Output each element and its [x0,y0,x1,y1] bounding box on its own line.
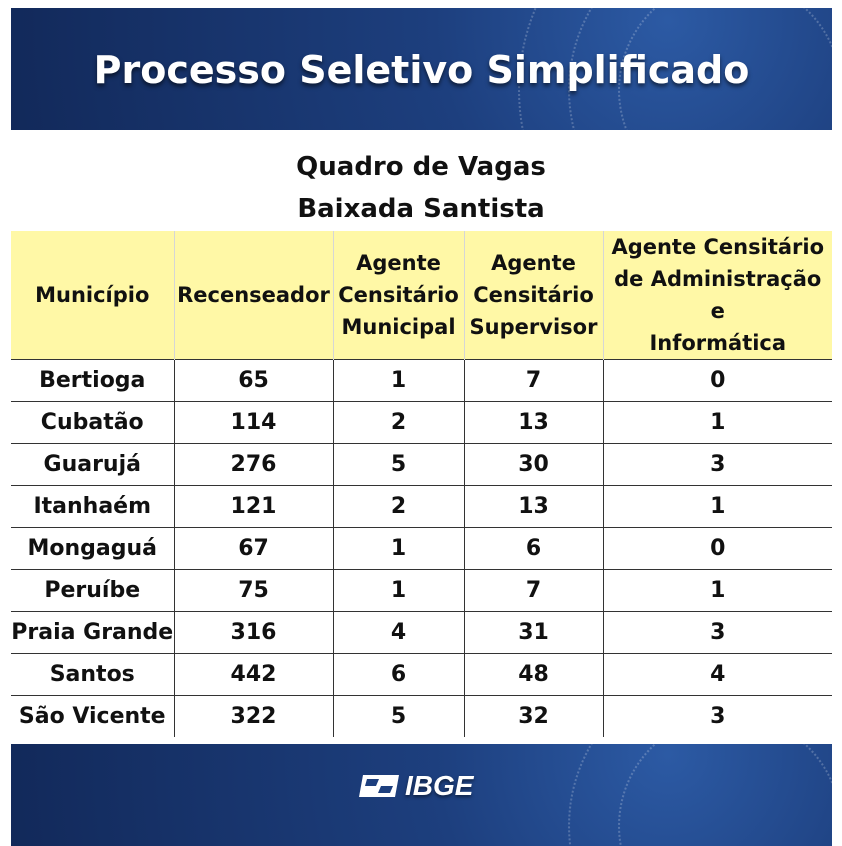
column-header-line: Recenseador [177,283,330,307]
table-row [11,654,832,696]
subtitle-line-1: Quadro de Vagas [296,152,546,182]
vacancy-count-cell: 3 [603,696,832,738]
header-banner [11,8,832,130]
vacancy-count-cell: 322 [174,696,333,738]
vacancy-count-cell: 3 [603,444,832,486]
column-header-line: Censitário [473,283,594,307]
ibge-logo [357,770,473,802]
vacancy-count-cell: 442 [174,654,333,696]
column-header-line: Censitário [338,283,459,307]
vacancy-count-cell: 276 [174,444,333,486]
vacancy-count-cell: 67 [174,528,333,570]
column-header-line: de Administração e [614,267,822,323]
table-body [11,360,832,738]
vacancy-count-cell: 6 [464,528,603,570]
vacancy-count-cell: 114 [174,402,333,444]
table-row [11,444,832,486]
municipality-cell: São Vicente [18,704,166,729]
table-header [11,231,832,360]
vacancy-count-cell: 0 [603,360,832,402]
vacancy-count-cell: 65 [174,360,333,402]
vacancy-count-cell: 2 [333,486,464,528]
table-row [11,570,832,612]
vacancy-count-cell: 7 [464,570,603,612]
column-header-line: Agente [491,251,576,275]
vacancy-count-cell: 5 [333,696,464,738]
vacancy-count-cell: 2 [333,402,464,444]
column-header-line: Agente Censitário [611,235,825,259]
municipality-cell: Mongaguá [11,528,174,570]
vacancy-count-cell: 4 [333,612,464,654]
ibge-logo-icon [357,773,401,799]
column-header-line: Informática [649,331,787,355]
vacancy-count-cell: 1 [333,570,464,612]
vacancy-count-cell: 5 [333,444,464,486]
vacancy-count-cell: 1 [603,402,832,444]
column-header-line: Municipal [341,315,456,339]
ibge-logo-text: IBGE [405,770,474,801]
footer-banner [11,744,832,846]
vacancy-count-cell: 48 [464,654,603,696]
vacancy-count-cell: 31 [464,612,603,654]
column-header-3 [464,231,603,360]
municipality-cell: Santos [11,654,174,696]
column-header-line: Município [35,283,150,307]
municipality-cell: Itanhaém [11,486,174,528]
header-row [11,231,832,360]
column-header-line: Agente [356,251,441,275]
column-header-4 [603,231,832,360]
table-row [11,528,832,570]
vacancy-count-cell: 30 [464,444,603,486]
vacancy-count-cell: 4 [603,654,832,696]
vacancy-count-cell: 13 [464,486,603,528]
vacancy-count-cell: 1 [333,360,464,402]
column-header-line: Supervisor [469,315,598,339]
decorative-circles [618,744,832,846]
vacancy-count-cell: 1 [603,570,832,612]
vacancy-count-cell: 316 [174,612,333,654]
table-row [11,486,832,528]
table-row [11,402,832,444]
vacancy-count-cell: 7 [464,360,603,402]
column-header-1 [174,231,333,360]
municipality-cell: Peruíbe [11,570,174,612]
subtitle-line-2: Baixada Santista [297,194,545,224]
column-header-2 [333,231,464,360]
municipality-cell: Cubatão [11,402,174,444]
municipality-cell: Guarujá [11,444,174,486]
page-title: Processo Seletivo Simplificado [93,48,750,92]
column-header-0 [11,231,174,360]
municipality-cell: Bertioga [11,360,174,402]
vacancy-count-cell: 3 [603,612,832,654]
table-row [11,612,832,654]
municipality-cell: Praia Grande [11,612,174,654]
table-row [11,360,832,402]
vacancy-count-cell: 121 [174,486,333,528]
table-row [11,696,832,738]
vacancy-count-cell: 0 [603,528,832,570]
vacancy-count-cell: 75 [174,570,333,612]
vacancy-count-cell: 6 [333,654,464,696]
vacancy-count-cell: 1 [603,486,832,528]
vacancy-count-cell: 1 [333,528,464,570]
vacancy-table [11,231,832,737]
vacancy-count-cell: 32 [464,696,603,738]
vacancy-count-cell: 13 [464,402,603,444]
